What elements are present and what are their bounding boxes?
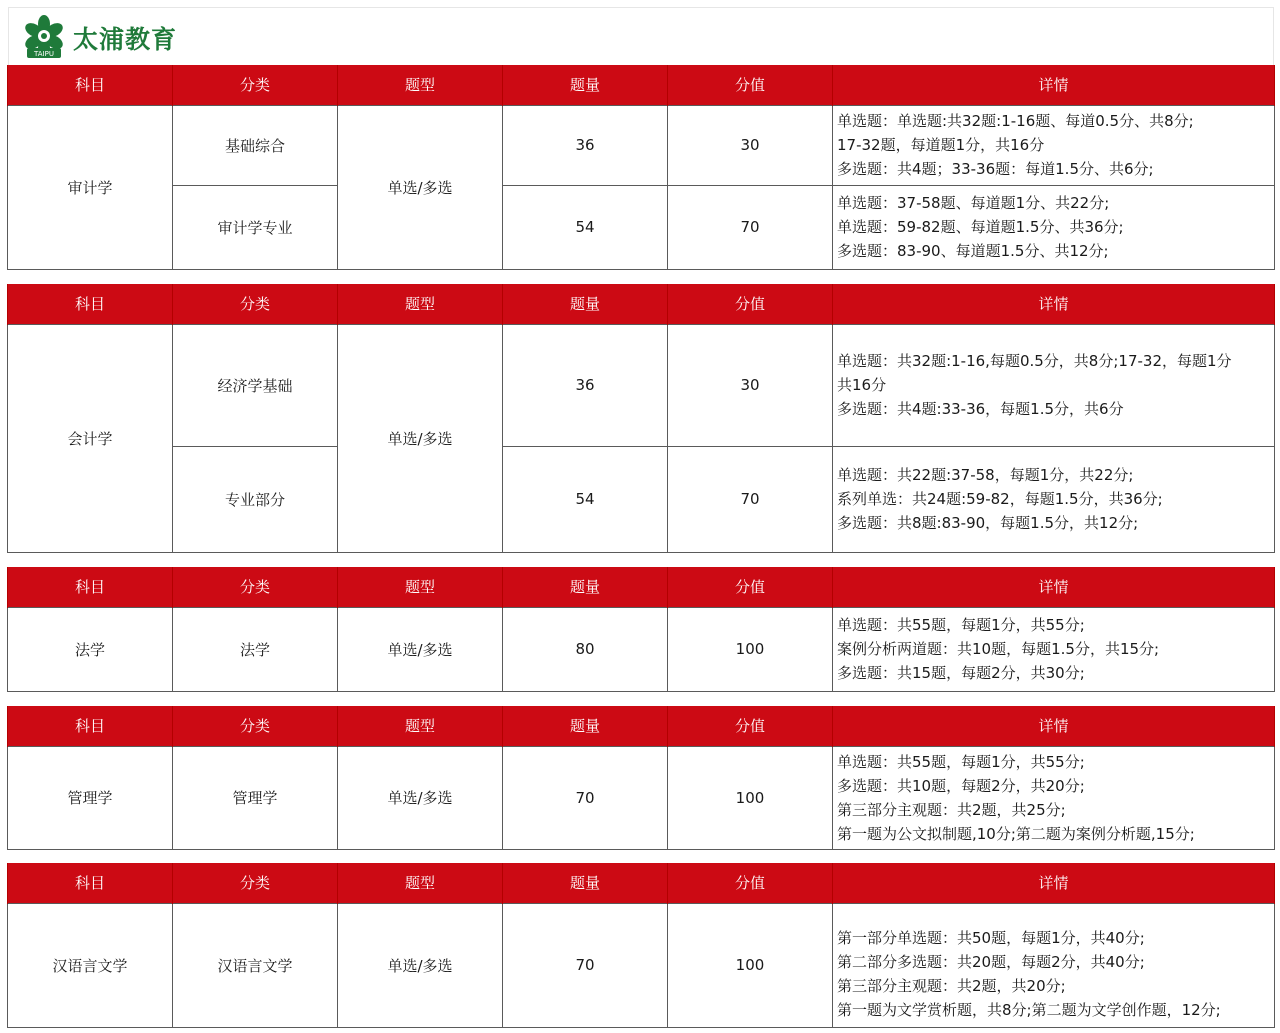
score-table-chinese-literature (7, 863, 1275, 1028)
score-table-accounting (7, 284, 1275, 553)
details-cell (833, 746, 1275, 849)
type-cell: 单选/多选 (338, 324, 503, 552)
header-subject: 科目 (8, 863, 173, 903)
table-row (8, 746, 1275, 849)
details-cell (833, 185, 1275, 269)
score-table-auditing (7, 65, 1275, 270)
score-cell: 100 (668, 746, 833, 849)
count-cell: 70 (503, 746, 668, 849)
detail-line: 第二部分多选题：共20题，每题2分，共40分; (837, 953, 1145, 971)
score-cell: 30 (668, 105, 833, 185)
count-cell: 70 (503, 903, 668, 1027)
detail-line: 多选题：共8题:83-90，每题1.5分，共12分; (837, 514, 1139, 532)
detail-line: 案例分析两道题：共10题，每题1.5分，共15分; (837, 640, 1160, 658)
header-score: 分值 (668, 863, 833, 903)
detail-line: 单选题：共55题，每题1分，共55分; (837, 616, 1085, 634)
subject-cell: 法学 (8, 607, 173, 691)
table-header-row (8, 65, 1275, 105)
header-subject: 科目 (8, 65, 173, 105)
detail-line: 多选题：共4题:33-36，每题1.5分，共6分 (837, 400, 1124, 418)
score-table-management (7, 706, 1275, 850)
header-details: 详情 (833, 567, 1275, 607)
detail-line: 共16分 (837, 376, 887, 394)
detail-line: 单选题：59-82题、每道题1.5分、共36分; (837, 218, 1124, 236)
header-subject: 科目 (8, 706, 173, 746)
table-row (8, 105, 1275, 185)
table-row (8, 185, 1275, 269)
table-row (8, 446, 1275, 552)
detail-line: 17-32题，每道题1分，共16分 (837, 136, 1045, 154)
header-details: 详情 (833, 863, 1275, 903)
header-details: 详情 (833, 284, 1275, 324)
header-count: 题量 (503, 65, 668, 105)
table-header-row (8, 863, 1275, 903)
header-score: 分值 (668, 284, 833, 324)
detail-line: 系列单选：共24题:59-82，每题1.5分，共36分; (837, 490, 1163, 508)
header-category: 分类 (173, 863, 338, 903)
category-cell: 管理学 (173, 746, 338, 849)
detail-line: 单选题：共32题:1-16,每题0.5分，共8分;17-32，每题1分 (837, 352, 1232, 370)
category-cell: 基础综合 (173, 105, 338, 185)
subject-cell: 管理学 (8, 746, 173, 849)
detail-line: 单选题：共55题，每题1分，共55分; (837, 752, 1085, 771)
details-cell (833, 607, 1275, 691)
brand-name: 太浦教育 (73, 25, 178, 54)
header-category: 分类 (173, 65, 338, 105)
type-cell: 单选/多选 (338, 903, 503, 1027)
details-cell (833, 446, 1275, 552)
score-cell: 70 (668, 185, 833, 269)
header-count: 题量 (503, 863, 668, 903)
table-header-row (8, 567, 1275, 607)
detail-line: 单选题：37-58题、每道题1分、共22分; (837, 194, 1110, 212)
score-cell: 70 (668, 446, 833, 552)
category-cell: 汉语言文学 (173, 903, 338, 1027)
header-category: 分类 (173, 567, 338, 607)
header-score: 分值 (668, 567, 833, 607)
detail-line: 单选题：单选题:共32题:1-16题、每道0.5分、共8分; (837, 112, 1194, 130)
header-type: 题型 (338, 65, 503, 105)
header-type: 题型 (338, 284, 503, 324)
details-cell (833, 105, 1275, 185)
table-header-row (8, 284, 1275, 324)
type-cell: 单选/多选 (338, 105, 503, 269)
detail-line: 第三部分主观题：共2题，共25分; (837, 800, 1066, 819)
subject-cell: 会计学 (8, 324, 173, 552)
detail-line: 第一部分单选题：共50题，每题1分，共40分; (837, 929, 1145, 947)
header-score: 分值 (668, 65, 833, 105)
header-count: 题量 (503, 284, 668, 324)
type-cell: 单选/多选 (338, 607, 503, 691)
category-cell: 法学 (173, 607, 338, 691)
score-cell: 100 (668, 903, 833, 1027)
count-cell: 36 (503, 105, 668, 185)
subject-cell: 审计学 (8, 105, 173, 269)
category-cell: 专业部分 (173, 446, 338, 552)
table-row (8, 607, 1275, 691)
table-header-row (8, 706, 1275, 746)
header-score: 分值 (668, 706, 833, 746)
detail-line: 多选题：共10题，每题2分，共20分; (837, 776, 1085, 795)
taipu-logo-icon (21, 14, 67, 60)
header-subject: 科目 (8, 567, 173, 607)
header-count: 题量 (503, 567, 668, 607)
type-cell: 单选/多选 (338, 746, 503, 849)
header-subject: 科目 (8, 284, 173, 324)
table-row (8, 903, 1275, 1027)
header-count: 题量 (503, 706, 668, 746)
header-type: 题型 (338, 863, 503, 903)
header-category: 分类 (173, 284, 338, 324)
score-table-law (7, 567, 1275, 692)
count-cell: 54 (503, 185, 668, 269)
details-cell (833, 324, 1275, 446)
count-cell: 36 (503, 324, 668, 446)
count-cell: 80 (503, 607, 668, 691)
page-header (8, 7, 1274, 65)
header-type: 题型 (338, 567, 503, 607)
count-cell: 54 (503, 446, 668, 552)
detail-line: 第三部分主观题：共2题，共20分; (837, 977, 1066, 995)
header-type: 题型 (338, 706, 503, 746)
detail-line: 单选题：共22题:37-58，每题1分，共22分; (837, 466, 1134, 484)
category-cell: 经济学基础 (173, 324, 338, 446)
detail-line: 多选题：83-90、每道题1.5分、共12分; (837, 242, 1109, 260)
header-details: 详情 (833, 65, 1275, 105)
header-details: 详情 (833, 706, 1275, 746)
details-cell (833, 903, 1275, 1027)
table-row (8, 324, 1275, 446)
subject-cell: 汉语言文学 (8, 903, 173, 1027)
detail-line: 多选题：共4题；33-36题：每道1.5分、共6分; (837, 160, 1154, 178)
header-category: 分类 (173, 706, 338, 746)
logo-caption: TAIPU (34, 50, 54, 58)
detail-line: 第一题为文学赏析题，共8分;第二题为文学创作题，12分; (837, 1001, 1221, 1019)
detail-line: 多选题：共15题，每题2分，共30分; (837, 664, 1085, 682)
score-cell: 100 (668, 607, 833, 691)
detail-line: 第一题为公文拟制题,10分;第二题为案例分析题,15分; (837, 824, 1195, 843)
score-cell: 30 (668, 324, 833, 446)
category-cell: 审计学专业 (173, 185, 338, 269)
